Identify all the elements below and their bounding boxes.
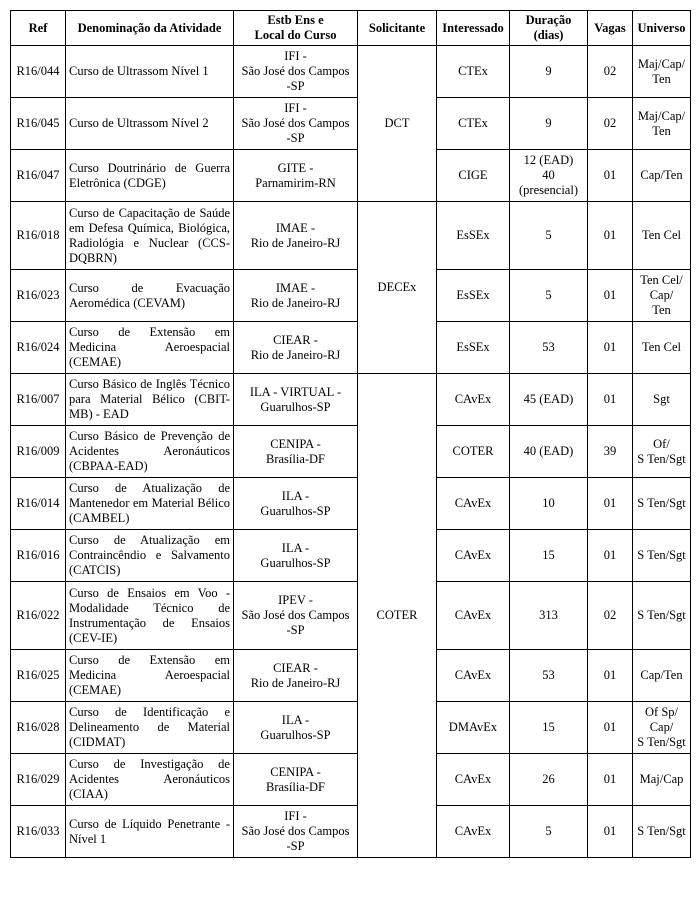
header-vagas: Vagas xyxy=(588,11,633,46)
course-location-cell: IPEV - São José dos Campos -SP xyxy=(234,582,358,650)
ref-cell: R16/023 xyxy=(11,270,66,322)
ref-cell: R16/045 xyxy=(11,98,66,150)
activity-name-cell: Curso de Extensão em Medicina Aeroespacial (CEMAE) xyxy=(66,650,234,702)
ref-cell: R16/024 xyxy=(11,322,66,374)
header-local-line1: Estb Ens e xyxy=(267,13,324,27)
interessado-cell: CAvEx xyxy=(437,530,510,582)
activity-name-cell: Curso de Identificação e Delineamento de Material (CIDMAT) xyxy=(66,702,234,754)
universo-cell: Maj/Cap/ Ten xyxy=(633,98,691,150)
interessado-cell: CIGE xyxy=(437,150,510,202)
activity-name-cell: Curso de Ensaios em Voo - Modalidade Técnico de Instrumentação de Ensaios (CEV-IE) xyxy=(66,582,234,650)
activity-name-cell: Curso de Evacuação Aeromédica (CEVAM) xyxy=(66,270,234,322)
interessado-cell: EsSEx xyxy=(437,322,510,374)
ref-cell: R16/029 xyxy=(11,754,66,806)
course-location-cell: ILA - VIRTUAL - Guarulhos-SP xyxy=(234,374,358,426)
interessado-cell: CAvEx xyxy=(437,582,510,650)
vagas-cell: 02 xyxy=(588,46,633,98)
interessado-cell: CTEx xyxy=(437,46,510,98)
interessado-cell: EsSEx xyxy=(437,202,510,270)
duracao-cell: 313 xyxy=(510,582,588,650)
universo-cell: Maj/Cap/ Ten xyxy=(633,46,691,98)
universo-cell: Of Sp/ Cap/ S Ten/Sgt xyxy=(633,702,691,754)
duracao-cell: 15 xyxy=(510,702,588,754)
course-location-cell: IMAE - Rio de Janeiro-RJ xyxy=(234,270,358,322)
universo-cell: Ten Cel/ Cap/ Ten xyxy=(633,270,691,322)
vagas-cell: 01 xyxy=(588,322,633,374)
interessado-cell: EsSEx xyxy=(437,270,510,322)
interessado-cell: COTER xyxy=(437,426,510,478)
solicitante-cell: DECEx xyxy=(358,202,437,374)
course-location-cell: IMAE - Rio de Janeiro-RJ xyxy=(234,202,358,270)
duracao-cell: 5 xyxy=(510,270,588,322)
table-row xyxy=(11,150,691,202)
duracao-cell: 10 xyxy=(510,478,588,530)
universo-cell: Cap/Ten xyxy=(633,650,691,702)
table-row xyxy=(11,46,691,98)
universo-cell: Ten Cel xyxy=(633,202,691,270)
course-location-cell: CENIPA - Brasília-DF xyxy=(234,426,358,478)
duracao-cell: 45 (EAD) xyxy=(510,374,588,426)
interessado-cell: CAvEx xyxy=(437,374,510,426)
course-location-cell: CIEAR - Rio de Janeiro-RJ xyxy=(234,322,358,374)
interessado-cell: CAvEx xyxy=(437,478,510,530)
header-name: Denominação da Atividade xyxy=(66,11,234,46)
course-location-cell: IFI - São José dos Campos -SP xyxy=(234,98,358,150)
activity-name-cell: Curso de Líquido Penetrante - Nível 1 xyxy=(66,806,234,858)
table-row xyxy=(11,98,691,150)
ref-cell: R16/047 xyxy=(11,150,66,202)
course-location-cell: GITE - Parnamirim-RN xyxy=(234,150,358,202)
activity-name-cell: Curso de Ultrassom Nível 1 xyxy=(66,46,234,98)
course-location-cell: IFI - São José dos Campos -SP xyxy=(234,806,358,858)
activity-name-cell: Curso de Capacitação de Saúde em Defesa Química, Biológica, Radiológia e Nuclear (CCS-DQBRN) xyxy=(66,202,234,270)
table-row xyxy=(11,478,691,530)
activity-name-cell: Curso Doutrinário de Guerra Eletrônica (CDGE) xyxy=(66,150,234,202)
universo-cell: Sgt xyxy=(633,374,691,426)
ref-cell: R16/014 xyxy=(11,478,66,530)
activity-name-cell: Curso Básico de Inglês Técnico para Material Bélico (CBIT-MB) - EAD xyxy=(66,374,234,426)
header-local xyxy=(234,11,358,46)
header-solicitante: Solicitante xyxy=(358,11,437,46)
interessado-cell: CAvEx xyxy=(437,806,510,858)
header-local-line2: Local do Curso xyxy=(254,28,337,42)
duracao-cell: 12 (EAD) 40 (presencial) xyxy=(510,150,588,202)
header-duracao-line1: Duração xyxy=(525,13,572,27)
duracao-cell: 9 xyxy=(510,98,588,150)
activity-name-cell: Curso de Atualização em Contraincêndio e Salvamento (CATCIS) xyxy=(66,530,234,582)
duracao-cell: 53 xyxy=(510,650,588,702)
ref-cell: R16/009 xyxy=(11,426,66,478)
vagas-cell: 02 xyxy=(588,98,633,150)
table-body xyxy=(11,46,691,858)
vagas-cell: 01 xyxy=(588,530,633,582)
universo-cell: S Ten/Sgt xyxy=(633,478,691,530)
header-interessado: Interessado xyxy=(437,11,510,46)
vagas-cell: 02 xyxy=(588,582,633,650)
interessado-cell: DMAvEx xyxy=(437,702,510,754)
universo-cell: S Ten/Sgt xyxy=(633,530,691,582)
universo-cell: S Ten/Sgt xyxy=(633,582,691,650)
solicitante-cell: COTER xyxy=(358,374,437,858)
duracao-cell: 5 xyxy=(510,202,588,270)
vagas-cell: 01 xyxy=(588,478,633,530)
vagas-cell: 01 xyxy=(588,202,633,270)
universo-cell: Of/ S Ten/Sgt xyxy=(633,426,691,478)
course-location-cell: CENIPA - Brasília-DF xyxy=(234,754,358,806)
ref-cell: R16/033 xyxy=(11,806,66,858)
table-row xyxy=(11,426,691,478)
ref-cell: R16/025 xyxy=(11,650,66,702)
activity-name-cell: Curso de Atualização de Mantenedor em Material Bélico (CAMBEL) xyxy=(66,478,234,530)
table-row xyxy=(11,650,691,702)
activity-name-cell: Curso de Investigação de Acidentes Aeronáuticos (CIAA) xyxy=(66,754,234,806)
interessado-cell: CTEx xyxy=(437,98,510,150)
course-location-cell: CIEAR - Rio de Janeiro-RJ xyxy=(234,650,358,702)
vagas-cell: 01 xyxy=(588,650,633,702)
duracao-cell: 26 xyxy=(510,754,588,806)
table-row xyxy=(11,270,691,322)
ref-cell: R16/007 xyxy=(11,374,66,426)
course-location-cell: ILA - Guarulhos-SP xyxy=(234,478,358,530)
vagas-cell: 39 xyxy=(588,426,633,478)
header-duracao xyxy=(510,11,588,46)
table-row xyxy=(11,374,691,426)
vagas-cell: 01 xyxy=(588,270,633,322)
interessado-cell: CAvEx xyxy=(437,754,510,806)
vagas-cell: 01 xyxy=(588,754,633,806)
vagas-cell: 01 xyxy=(588,374,633,426)
course-location-cell: ILA - Guarulhos-SP xyxy=(234,702,358,754)
universo-cell: Ten Cel xyxy=(633,322,691,374)
table-row xyxy=(11,322,691,374)
table-row xyxy=(11,702,691,754)
activity-name-cell: Curso de Extensão em Medicina Aeroespacial (CEMAE) xyxy=(66,322,234,374)
universo-cell: Maj/Cap xyxy=(633,754,691,806)
course-location-cell: IFI - São José dos Campos -SP xyxy=(234,46,358,98)
vagas-cell: 01 xyxy=(588,150,633,202)
header-ref: Ref xyxy=(11,11,66,46)
table-row xyxy=(11,530,691,582)
table-row xyxy=(11,806,691,858)
interessado-cell: CAvEx xyxy=(437,650,510,702)
header-row xyxy=(11,11,691,46)
duracao-cell: 15 xyxy=(510,530,588,582)
duracao-cell: 53 xyxy=(510,322,588,374)
ref-cell: R16/018 xyxy=(11,202,66,270)
header-duracao-line2: (dias) xyxy=(533,28,564,42)
solicitante-cell: DCT xyxy=(358,46,437,202)
ref-cell: R16/044 xyxy=(11,46,66,98)
table-row xyxy=(11,202,691,270)
duracao-cell: 40 (EAD) xyxy=(510,426,588,478)
universo-cell: Cap/Ten xyxy=(633,150,691,202)
table-row xyxy=(11,582,691,650)
course-location-cell: ILA - Guarulhos-SP xyxy=(234,530,358,582)
duracao-cell: 5 xyxy=(510,806,588,858)
ref-cell: R16/028 xyxy=(11,702,66,754)
header-universo: Universo xyxy=(633,11,691,46)
table-row xyxy=(11,754,691,806)
universo-cell: S Ten/Sgt xyxy=(633,806,691,858)
courses-table xyxy=(10,10,691,858)
ref-cell: R16/022 xyxy=(11,582,66,650)
vagas-cell: 01 xyxy=(588,702,633,754)
activity-name-cell: Curso de Ultrassom Nível 2 xyxy=(66,98,234,150)
ref-cell: R16/016 xyxy=(11,530,66,582)
vagas-cell: 01 xyxy=(588,806,633,858)
duracao-cell: 9 xyxy=(510,46,588,98)
activity-name-cell: Curso Básico de Prevenção de Acidentes Aeronáuticos (CBPAA-EAD) xyxy=(66,426,234,478)
